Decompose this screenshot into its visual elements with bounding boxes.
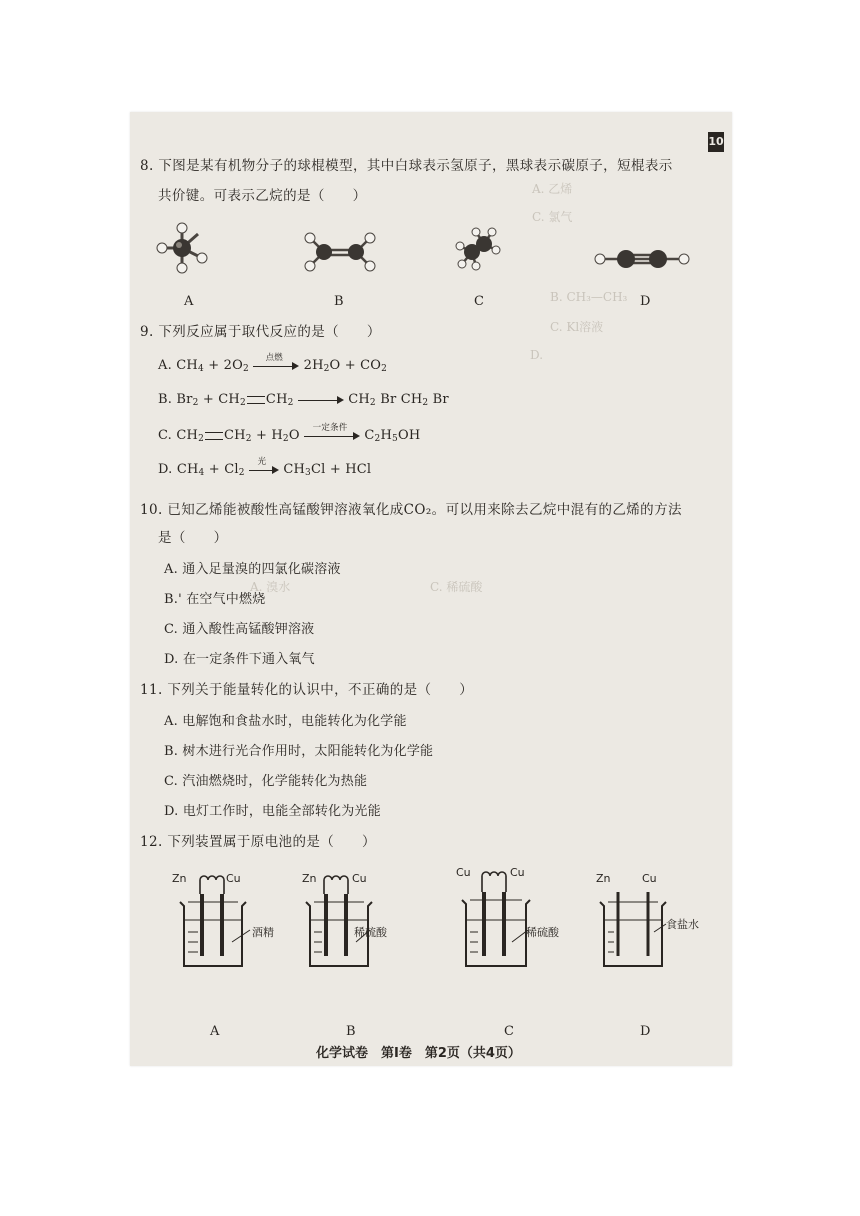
electrode-label: Cu xyxy=(226,872,241,885)
q9-stem: 9. 下列反应属于取代反应的是（ ） xyxy=(140,324,381,340)
exam-page xyxy=(130,112,732,1066)
molecule-label: B xyxy=(334,294,344,309)
cell-choice-label: A xyxy=(210,1024,220,1039)
beaker-diagram xyxy=(172,868,282,978)
q11-option-c: C. 汽油燃烧时，化学能转化为热能 xyxy=(164,774,368,789)
beaker-diagram xyxy=(456,862,566,976)
bleed-text: B. CH₃—CH₃ xyxy=(550,290,628,304)
reaction-condition: 一定条件 xyxy=(312,422,348,433)
reaction-arrow xyxy=(253,352,299,372)
q9-option-c: C. $CH_2$ $CH_2 + H_2O$ 一定条件 $C_2H_5OH$ xyxy=(158,422,421,444)
option-letter: C. xyxy=(158,428,173,443)
bleed-text: A. 溴水 xyxy=(250,580,291,594)
molecule-d-model xyxy=(592,244,692,274)
q11-option-a: A. 电解饱和食盐水时，电能转化为化学能 xyxy=(164,714,407,729)
q9-option-b: B. $Br_2 + CH_2$ $CH_2$ $CH_2$ Br $CH_2$ Br xyxy=(158,392,449,408)
molecule-a-model xyxy=(154,220,210,276)
q10-stem-line1: 10. 已知乙烯能被酸性高锰酸钾溶液氧化成CO₂。可以用来除去乙烷中混有的乙烯的方法 xyxy=(140,502,682,518)
bleed-text: C. 氯气 xyxy=(532,210,573,224)
electrode-label: Cu xyxy=(642,872,657,885)
bleed-text: A. 乙烯 xyxy=(532,182,573,196)
molecule-label: D xyxy=(640,294,651,309)
cell-c xyxy=(456,862,566,1048)
q8-stem-line2: 共价键。可表示乙烷的是（ ） xyxy=(158,188,367,204)
molecule-label: C xyxy=(474,294,484,309)
electrolyte-label: 酒精 xyxy=(252,926,274,939)
q11-stem: 11. 下列关于能量转化的认识中，不正确的是（ ） xyxy=(140,682,474,698)
molecule-label: A xyxy=(184,294,194,309)
electrolyte-label: 稀硫酸 xyxy=(526,926,559,939)
cell-choice-label: C xyxy=(504,1024,514,1039)
option-letter: D. xyxy=(158,462,173,477)
reaction-arrow xyxy=(298,394,344,406)
electrolyte-label: 食盐水 xyxy=(666,918,699,931)
q10-option-b: B.' 在空气中燃烧 xyxy=(164,592,266,607)
electrode-label: Cu xyxy=(352,872,367,885)
electrolyte-label: 稀硫酸 xyxy=(354,926,387,939)
option-letter: A. xyxy=(158,358,172,373)
page-footer: 化学试卷 第Ⅰ卷 第2页（共4页） xyxy=(316,1046,521,1061)
electrode-label: Zn xyxy=(172,872,187,885)
electrode-label: Cu xyxy=(456,866,471,879)
cell-choice-label: B xyxy=(346,1024,356,1039)
q12-stem: 12. 下列装置属于原电池的是（ ） xyxy=(140,834,376,850)
q9-option-d: D. $CH_4 + Cl_2$ 光 $CH_3Cl$ + HCl xyxy=(158,456,372,478)
q10-option-c: C. 通入酸性高锰酸钾溶液 xyxy=(164,622,315,637)
q10-option-d: D. 在一定条件下通入氧气 xyxy=(164,652,315,667)
reaction-condition: 光 xyxy=(257,456,267,467)
q9-option-a: A. $CH_4 + 2O_2$ 点燃 $2H_2O + CO_2$ xyxy=(158,352,388,374)
beaker-diagram xyxy=(302,868,412,978)
q11-option-b: B. 树木进行光合作用时，太阳能转化为化学能 xyxy=(164,744,434,759)
reaction-condition: 点燃 xyxy=(265,352,283,363)
reaction-arrow xyxy=(249,456,279,476)
reaction-arrow xyxy=(304,422,360,442)
q11-option-d: D. 电灯工作时，电能全部转化为光能 xyxy=(164,804,381,819)
page-number-badge: 10 xyxy=(708,132,724,152)
cell-a xyxy=(172,868,282,1048)
molecule-c-model xyxy=(452,224,502,274)
electrode-label: Zn xyxy=(302,872,317,885)
bleed-text: D. xyxy=(530,348,544,362)
q8-stem-line1: 8. 下图是某有机物分子的球棍模型，其中白球表示氢原子，黑球表示碳原子，短棍表示 xyxy=(140,158,673,174)
q10-stem-line2: 是（ ） xyxy=(158,530,228,546)
electrode-label: Zn xyxy=(596,872,611,885)
molecule-b-model xyxy=(302,230,378,274)
electrode-label: Cu xyxy=(510,866,525,879)
cell-b xyxy=(302,868,412,1048)
q10-option-a: A. 通入足量溴的四氯化碳溶液 xyxy=(164,562,341,577)
cell-choice-label: D xyxy=(640,1024,651,1039)
cell-d xyxy=(596,868,716,1048)
bleed-text: C. Kl溶液 xyxy=(550,320,604,334)
bleed-text: C. 稀硫酸 xyxy=(430,580,483,594)
option-letter: B. xyxy=(158,392,173,407)
